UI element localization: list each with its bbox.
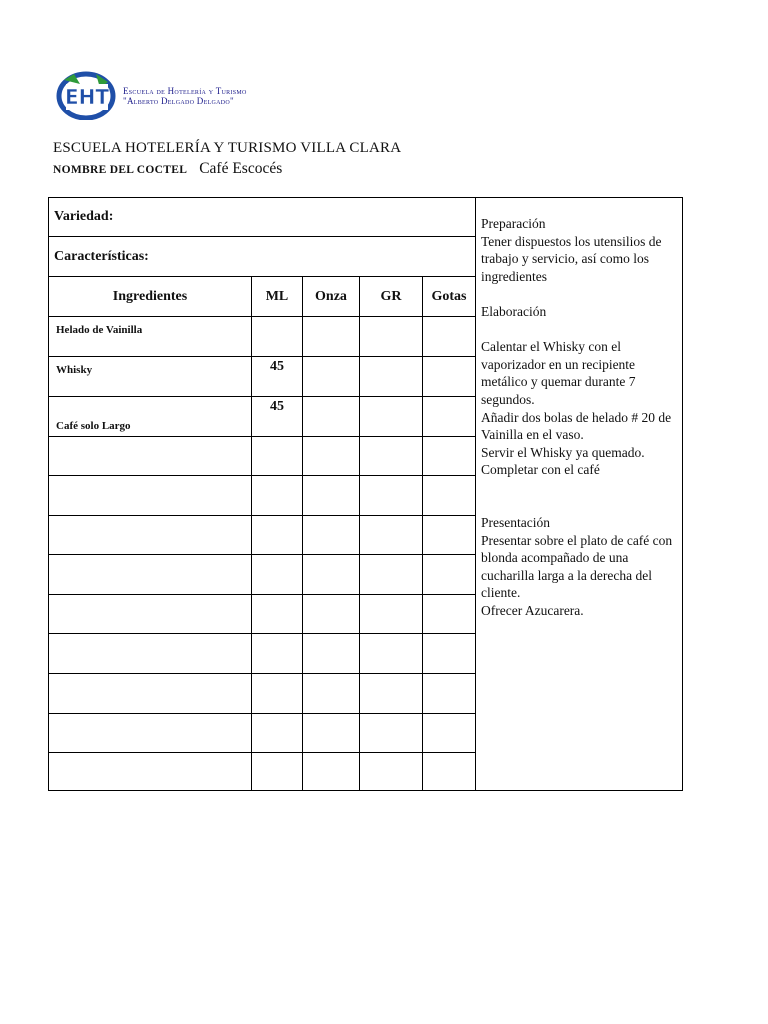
table-row [49, 555, 475, 595]
onza-cell [303, 357, 360, 396]
gotas-cell [423, 634, 475, 673]
caracteristicas-row [49, 237, 475, 277]
gr-cell [360, 714, 423, 752]
cocktail-name: Café Escocés [199, 160, 283, 177]
preparation-text: Tener dispuestos los utensilios de trabajo y servicio, así como los ingredientes [481, 233, 662, 284]
gotas-cell [423, 437, 475, 475]
table-header-row [49, 277, 475, 317]
ingredient-cell [49, 317, 252, 356]
gotas-cell [423, 516, 475, 554]
onza-cell [303, 555, 360, 594]
ingredient-cell [49, 357, 252, 396]
variedad-label: Variedad: [54, 209, 114, 224]
ml-cell [252, 476, 303, 515]
ml-cell [252, 714, 303, 752]
instructions-panel [475, 198, 683, 790]
ingredient-name: Helado de Vainilla [56, 324, 143, 336]
ml-cell [252, 317, 303, 356]
ingredient-cell [49, 476, 252, 515]
logo-line-2: "Alberto Delgado Delgado" [123, 96, 235, 106]
ingredient-cell [49, 397, 252, 436]
table-row [49, 595, 475, 634]
table-row [49, 674, 475, 714]
table-row [49, 317, 475, 357]
ml-cell [252, 357, 303, 396]
gotas-cell [423, 555, 475, 594]
onza-cell [303, 595, 360, 633]
ingredient-cell [49, 555, 252, 594]
gr-cell [360, 595, 423, 633]
onza-cell [303, 516, 360, 554]
ml-cell [252, 516, 303, 554]
table-row [49, 753, 475, 791]
ml-cell [252, 595, 303, 633]
variedad-row [49, 198, 475, 237]
ml-value: 45 [270, 359, 284, 374]
table-row [49, 437, 475, 476]
col-header-onza: Onza [303, 277, 360, 316]
elaboration-step: Calentar el Whisky con el vaporizador en un recipiente metálico y quemar durante 7 segundos. [481, 339, 636, 407]
table-row [49, 634, 475, 674]
ingredient-cell [49, 753, 252, 791]
gr-cell [360, 555, 423, 594]
ingredients-table [49, 198, 475, 790]
gotas-cell [423, 476, 475, 515]
table-row [49, 476, 475, 516]
onza-cell [303, 397, 360, 436]
elaboration-step: Completar con el café [481, 462, 600, 478]
gotas-cell [423, 317, 475, 356]
gr-cell [360, 476, 423, 515]
ingredient-cell [49, 674, 252, 713]
gr-cell [360, 674, 423, 713]
gr-cell [360, 753, 423, 791]
table-row [49, 357, 475, 397]
ml-cell [252, 753, 303, 791]
onza-cell [303, 634, 360, 673]
onza-cell [303, 317, 360, 356]
gotas-cell [423, 674, 475, 713]
onza-cell [303, 674, 360, 713]
logo-line-1: Escuela de Hotelería y Turismo [123, 86, 247, 96]
table-row [49, 714, 475, 753]
gr-cell [360, 634, 423, 673]
caracteristicas-label: Características: [54, 248, 149, 264]
cocktail-name-row [53, 160, 282, 178]
col-header-ml: ML [252, 277, 303, 316]
gotas-cell [423, 714, 475, 752]
school-logo [56, 70, 276, 122]
ingredient-cell [49, 437, 252, 475]
col-header-gr: GR [360, 277, 423, 316]
onza-cell [303, 476, 360, 515]
gotas-cell [423, 357, 475, 396]
ingredient-cell [49, 634, 252, 673]
ml-cell [252, 674, 303, 713]
gotas-cell [423, 595, 475, 633]
gr-cell [360, 516, 423, 554]
ingredient-cell [49, 516, 252, 554]
gotas-cell [423, 753, 475, 791]
gr-cell [360, 397, 423, 436]
ingredient-cell [49, 714, 252, 752]
preparation-title: Preparación [481, 216, 546, 231]
elaboration-step: Añadir dos bolas de helado # 20 de Vainilla en el vaso. [481, 409, 672, 443]
col-header-ingredientes: Ingredientes [49, 277, 252, 316]
ml-cell [252, 437, 303, 475]
table-row [49, 516, 475, 555]
school-logo-text [123, 86, 247, 106]
presentation-extra: Ofrecer Azucarera. [481, 603, 584, 619]
table-row [49, 397, 475, 437]
svg-text:EHT: EHT [64, 85, 110, 109]
ml-value [252, 317, 302, 319]
ingredient-name: Café solo Largo [56, 420, 131, 432]
onza-cell [303, 714, 360, 752]
presentation-text: Presentar sobre el plato de café con blonda acompañado de una cucharilla larga a la derecha del cliente. [481, 532, 673, 601]
col-header-gotas: Gotas [431, 288, 467, 304]
ml-value: 45 [270, 399, 284, 414]
school-name: ESCUELA HOTELERÍA Y TURISMO VILLA CLARA [53, 140, 402, 156]
gr-cell [360, 437, 423, 475]
gr-cell [360, 357, 423, 396]
ingredient-name: Whisky [56, 364, 93, 376]
onza-cell [303, 437, 360, 475]
school-logo-mark [56, 70, 118, 120]
gr-cell [360, 317, 423, 356]
ingredient-cell [49, 595, 252, 633]
gotas-cell [423, 397, 475, 436]
ml-cell [252, 634, 303, 673]
elaboration-step: Servir el Whisky ya quemado. [481, 444, 645, 460]
ml-cell [252, 555, 303, 594]
cocktail-label: NOMBRE DEL COCTEL [53, 164, 188, 176]
onza-cell [303, 753, 360, 791]
elaboration-title: Elaboración [481, 303, 547, 319]
ml-cell [252, 397, 303, 436]
recipe-sheet [48, 197, 683, 791]
presentation-title: Presentación [481, 515, 550, 531]
